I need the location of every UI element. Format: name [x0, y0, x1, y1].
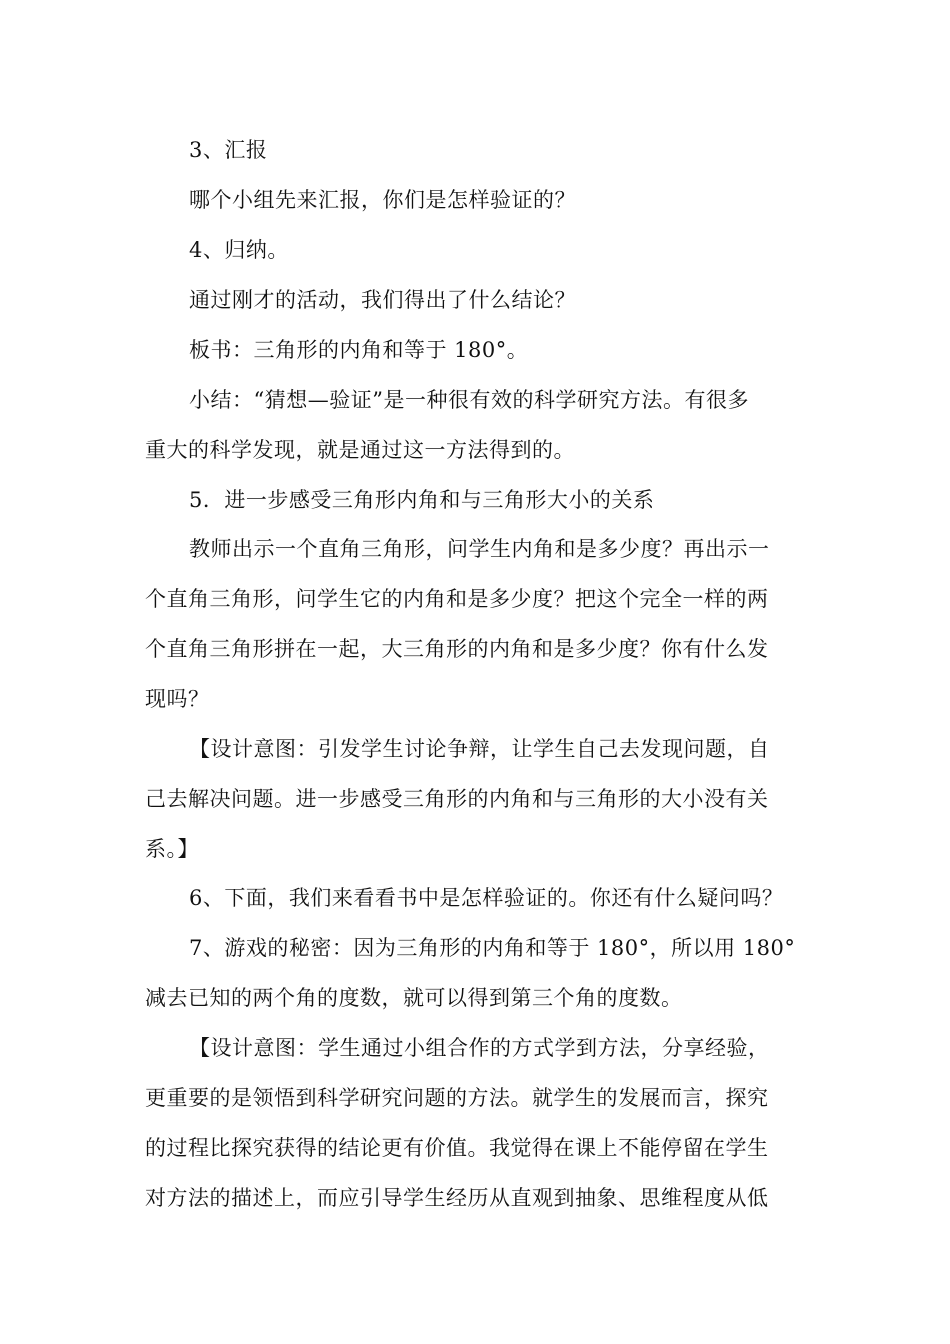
paragraph-line: 个直角三角形，问学生它的内角和是多少度？把这个完全一样的两	[145, 587, 769, 611]
paragraph-line: 小结：“猜想—验证”是一种很有效的科学研究方法。有很多	[189, 388, 749, 412]
paragraph-line: 哪个小组先来汇报，你们是怎样验证的？	[189, 188, 576, 212]
heading-step-7: 7、游戏的秘密：因为三角形的内角和等于 180°，所以用 180°	[189, 936, 796, 960]
design-intent-line: 的过程比探究获得的结论更有价值。我觉得在课上不能停留在学生	[145, 1136, 769, 1160]
paragraph-line: 重大的科学发现，就是通过这一方法得到的。	[145, 438, 575, 462]
paragraph-line: 现吗？	[145, 687, 210, 711]
design-intent-line: 对方法的描述上，而应引导学生经历从直观到抽象、思维程度从低	[145, 1186, 769, 1210]
paragraph-line: 个直角三角形拼在一起，大三角形的内角和是多少度？你有什么发	[145, 637, 769, 661]
design-intent-line: 【设计意图：学生通过小组合作的方式学到方法，分享经验，	[189, 1036, 770, 1060]
heading-report: 3、汇报	[189, 138, 268, 162]
design-intent-line: 己去解决问题。进一步感受三角形的内角和与三角形的大小没有关	[145, 787, 769, 811]
paragraph-line: 板书：三角形的内角和等于 180°。	[189, 338, 529, 362]
heading-step-6: 6、下面，我们来看看书中是怎样验证的。你还有什么疑问吗？	[189, 886, 784, 910]
heading-summarize: 4、归纳。	[189, 238, 289, 262]
design-intent-line: 更重要的是领悟到科学研究问题的方法。就学生的发展而言，探究	[145, 1086, 769, 1110]
paragraph-line: 通过刚才的活动，我们得出了什么结论？	[189, 288, 576, 312]
design-intent-line: 系。】	[145, 837, 199, 861]
paragraph-line: 教师出示一个直角三角形，问学生内角和是多少度？再出示一	[189, 537, 770, 561]
paragraph-line: 减去已知的两个角的度数，就可以得到第三个角的度数。	[145, 986, 683, 1010]
heading-step-5: 5．进一步感受三角形内角和与三角形大小的关系	[189, 488, 655, 512]
design-intent-line: 【设计意图：引发学生讨论争辩，让学生自己去发现问题，自	[189, 737, 770, 761]
